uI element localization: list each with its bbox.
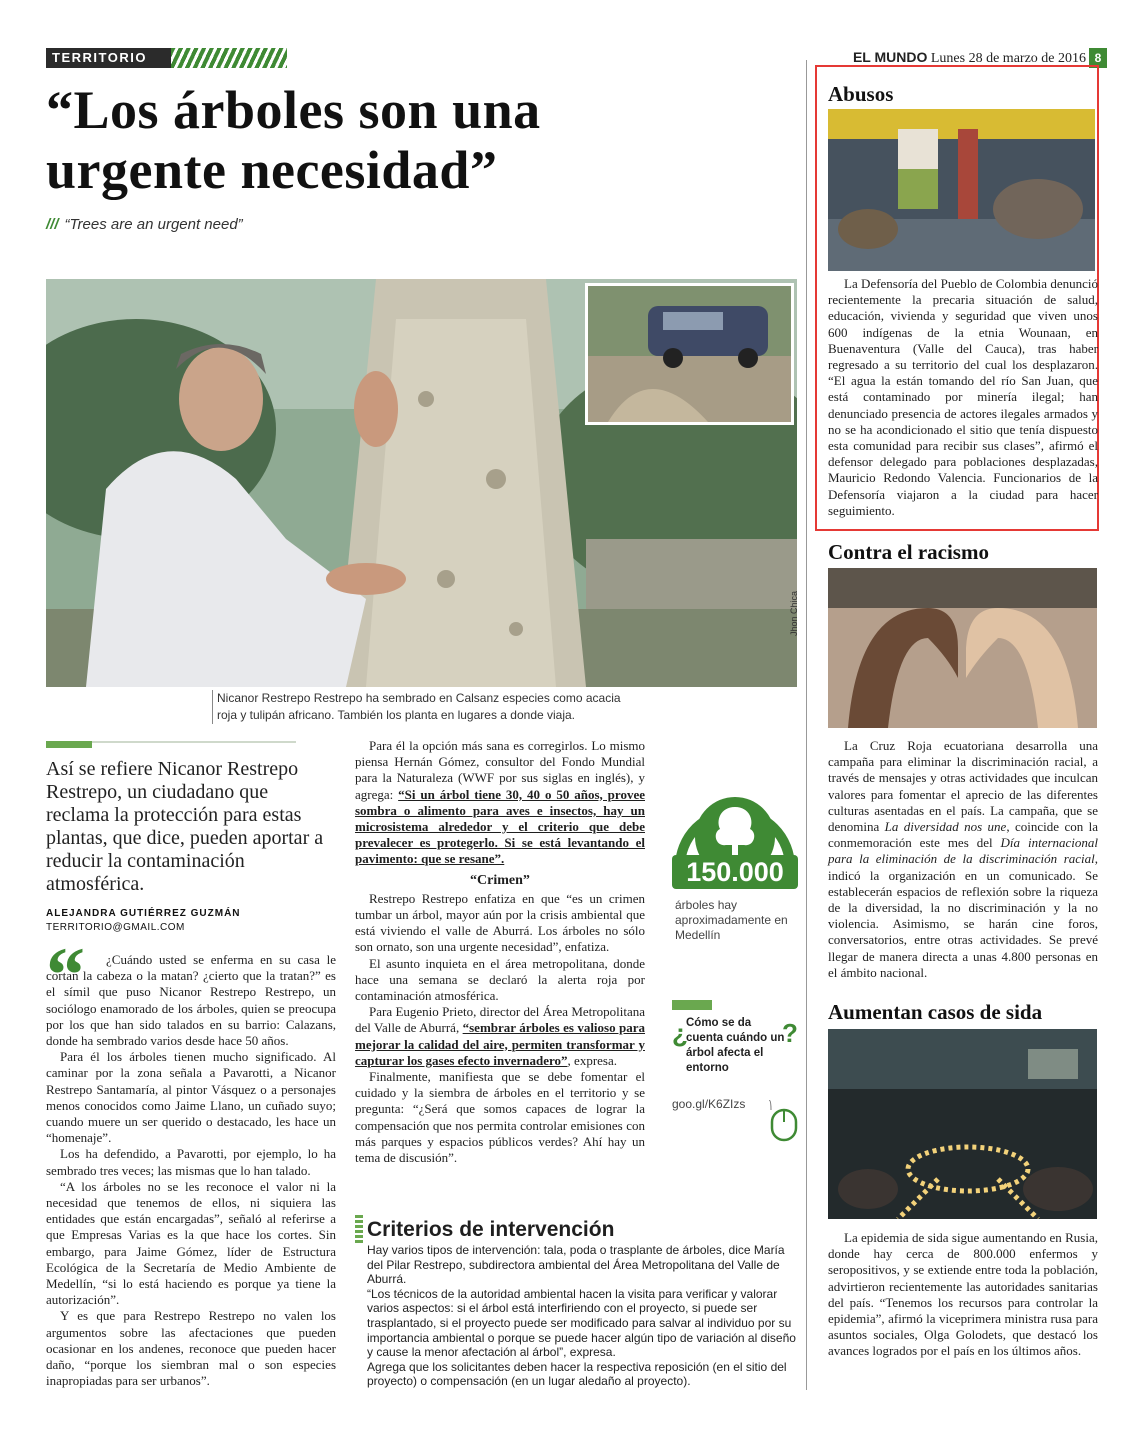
criterios-accent-bar (355, 1213, 363, 1243)
headline-line-1: “Los árboles son una (46, 80, 541, 140)
article-column-1 (46, 952, 336, 1389)
subhead-text: “Trees are an urgent need” (64, 216, 243, 233)
col2-paragraph: Finalmente, manifiesta que se debe fomentar el cuidado y la siembra de árboles en el territorio y se pregunta: “¿Será que somos capaces de lograr la compensación que nos permita controlar emisiones con más parques y espacios públicos verdes? Ahí hay un tema de discusión”. (355, 1069, 645, 1166)
sida-title: Aumentan casos de sida (828, 1000, 1043, 1024)
caption-line-2: roja y tulipán africano. También los planta en lugares a donde viaja. (217, 708, 576, 722)
section-tag-stripes (171, 48, 287, 68)
col2-paragraph (355, 1004, 645, 1069)
col2-subhead: “Crimen” (470, 872, 530, 888)
stat-number: 150.000 (686, 857, 784, 887)
question-open-icon: ¿ (672, 1018, 688, 1048)
abusos-photo (828, 109, 1095, 271)
inset-photo-illustration (588, 286, 791, 422)
paper-name: EL MUNDO (852, 49, 928, 65)
criterios-paragraph: Hay varios tipos de intervención: tala, poda o trasplante de árboles, dice María del Pilar Restrepo, subdirectora ambiental del Área Metropolitana del Valle de Aburrá. (367, 1243, 785, 1287)
col2-quote: “sembrar árboles es valioso para mejorar la calidad del aire, permiten transformar y capturar los gases efecto invernadero” (355, 1020, 646, 1068)
headline-line-2: urgente necesidad” (46, 140, 498, 200)
col1-paragraph: Para él los árboles tienen mucho significado. Al caminar por la zona señala a Pavarotti, a Nicanor Restrepo Santamaría, al pintor Vásquez o a personajes menos conocidos como Jaime Llano, un cuñado suyo; cuando muere un ser querido o destacado, les hace un “homenaje”. (46, 1049, 336, 1146)
col2-paragraph: El asunto inquieta en el área metropolitana, donde hace una semana se declaró la alerta roja por contaminación atmosférica. (355, 955, 645, 1004)
col1-paragraph: ¿Cuándo usted se enferma en su casa le cortan la cabeza o la matan? ¿cierto que la tratan?” es el símil que puso Nicanor Restrepo Restrepo, un sociólogo enamorado de los árboles, quien se preocupa por los que han sido talados en su barrio: Calazans, donde ha sembrado varios desde hace 50 años. (46, 952, 336, 1049)
tree-stat-badge (672, 777, 798, 903)
photo-credit: Jhon Chica (789, 590, 799, 636)
byline: ALEJANDRA GUTIÉRREZ GUZMÁN (46, 908, 241, 919)
abusos-photo-illustration (828, 109, 1095, 271)
col1-paragraph: Los ha defendido, a Pavarotti, por ejemplo, lo ha sembrado tres veces; las mismas que lo han talado. (46, 1146, 336, 1178)
question-close-icon: ? (782, 1018, 798, 1048)
racismo-text-part: , coincide con la conmemoración este mes del (828, 819, 1098, 851)
racismo-text-part: , indicó la organización en un comunicado. Se establecerán espacios de reflexión sobre la riqueza de la diversidad, la no discriminación y la no violencia. Asimismo, se harán cine foros, conversatorios, entre otras actividades. Se prevé llegar de manera directa a unas 4.800 personas en el ámbito nacional. (828, 851, 1098, 980)
article-column-2 (355, 738, 645, 1166)
tree-icon (672, 777, 798, 903)
article-headline (46, 80, 786, 200)
col2-text: Para Eugenio Prieto, director del Área Metropolitana del Valle de Aburrá, (355, 1004, 645, 1036)
abusos-title: Abusos (828, 82, 894, 106)
criterios-body (367, 1243, 798, 1389)
photo-caption (212, 690, 652, 724)
short-link[interactable]: goo.gl/K6ZIzs (672, 1097, 746, 1111)
col2-paragraph (355, 738, 645, 868)
col2-quote: “Si un árbol tiene 30, 40 o 50 años, provee sombra o alimento para aves e insectos, hay un microsistema alrededor y el criterio que debe prevalecer es protegerlo. Si se está levantando el pavimento: que se resane”. (355, 786, 645, 867)
criterios-paragraph: “Los técnicos de la autoridad ambiental hacen la visita para verificar y valorar varios aspectos: si el árbol está interfiriendo con el proyecto, si puede ser trasplantado, si el proyecto puede ser modificado para salvar al individuo por su importancia ambiental o porque se puede hacer algún tipo de variación al diseño y cause la menor afectación al árbol”, expresa. (367, 1286, 796, 1360)
deck-accent-bar (46, 741, 92, 748)
subhead-slashes: /// (46, 216, 59, 233)
criterios-title: Criterios de intervención (367, 1218, 615, 1241)
mouse-icon (769, 1100, 799, 1142)
candle-ribbon-illustration (828, 1029, 1097, 1219)
mouse-icon-svg (769, 1100, 799, 1142)
stat-caption: árboles hay aproximadamente en Medellín (675, 898, 788, 942)
racismo-text-part: La Cruz Roja ecuatoriana desarrolla una campaña para eliminar la discriminación racial, a través de mensajes y otras actividades que inculcan valores para fomentar el aprecio de las diferentes culturas asentadas en el país. La campaña, que se denomina (828, 738, 1098, 835)
article-deck: Así se refiere Nicanor Restrepo Restrepo, un ciudadano que reclama la protección para estas plantas, que dice, pueden aportar a reducir la contaminación atmosférica. (46, 758, 324, 895)
section-tag: TERRITORIO (46, 48, 171, 68)
inset-photo (585, 283, 794, 425)
criterios-paragraph: Agrega que los solicitantes deben hacer la respectiva reposición (en el sitio del proyecto) o compensación (en un lugar aledaño al proyecto). (367, 1359, 787, 1389)
column-divider (806, 60, 807, 1390)
col2-text: , expresa. (567, 1052, 617, 1068)
col2-text: Para él la opción más sana es corregirlos. Lo mismo piensa Hernán Gómez, consultor del Fondo Mundial para la Naturaleza (WWF por sus siglas en inglés), y agrega: (355, 738, 645, 802)
quote-glyph: “ (46, 931, 75, 1018)
abusos-text: La Defensoría del Pueblo de Colombia denunció recientemente la precaria situación de salud, educación, vivienda y seguridad que viven unos 600 indígenas de la etnia Wounaan, en Buenaventura (Valle del Cauca), tras haber regresado a su territorio del cual los desplazaron. “El agua la están tomando del río San Juan, que está contaminado por minería ilegal; han denunciado presencia de actores ilegales armados y no se ha acondicionado el sitio que tenía dispuesto esta comunidad para recibir sus clases”, afirmó el defensor delegado para poblaciones desplazadas, Mauricio Redondo Valencia. Funcionarios de la Defensoría viajaron a la ciudad para hacer seguimiento. (828, 276, 1098, 518)
racismo-campaign-name: La diversidad nos une (884, 819, 1007, 835)
link-teaser: Cómo se da cuenta cuándo un árbol afecta el entorno (686, 1017, 785, 1074)
article-subhead (46, 216, 546, 233)
col1-paragraph: “A los árboles no se les reconoce el valor ni la necesidad que tenemos de ellos, ni siquiera las entidades que están encargadas”, señaló al referirse a que Empresas Varias es la que hace los cortes. Sin embargo, para Jaime Gómez, líder de Estructura Ecológica de la Secretaría de Medio Ambiente de Medellín, “si lo está haciendo es porque ya tiene la autorización”. (46, 1178, 336, 1308)
author-email: TERRITORIO@GMAIL.COM (46, 922, 185, 933)
link-accent-bar (672, 1000, 712, 1010)
col2-paragraph: Restrepo Restrepo enfatiza en que “es un crimen tumbar un árbol, mayor aún por la crisis ambiental que está viviendo el valle de Aburrá. Los árboles no sólo son ornato, son una urgente necesidad”, enfatiza. (355, 890, 645, 955)
page-number: 8 (1089, 48, 1107, 68)
racismo-text (828, 738, 1098, 981)
racismo-title: Contra el racismo (828, 540, 989, 564)
racismo-photo (828, 568, 1097, 728)
col1-paragraph: Y es que para Restrepo Restrepo no valen los argumentos sobre las afectaciones que pueden ocasionar en los andenes, reconoce que pueden hacer daño, “porque los siembran mal o son especies inapropiadas para ser urbanos”. (46, 1308, 336, 1389)
sida-photo (828, 1029, 1097, 1219)
racismo-day-name: Día internacional para la eliminación de la discriminación racial (828, 835, 1099, 867)
sida-text: La epidemia de sida sigue aumentando en Rusia, donde hay cerca de 800.000 enfermos y seropositivos, y se extiende entre toda la población, advirtieron recientemente las autoridades sanitarias del país. “Tenemos los recursos para controlar la epidemia”, afirmó la viceprimera ministra rusa para asuntos sociales, Olga Golodets, que destacó los avances logrados por el país en los últimos años. (828, 1230, 1098, 1359)
issue-date: Lunes 28 de marzo de 2016 (930, 51, 1086, 66)
heart-hands-illustration (828, 568, 1097, 728)
caption-line-1: Nicanor Restrepo Restrepo ha sembrado en Calsanz especies como acacia (217, 691, 621, 705)
